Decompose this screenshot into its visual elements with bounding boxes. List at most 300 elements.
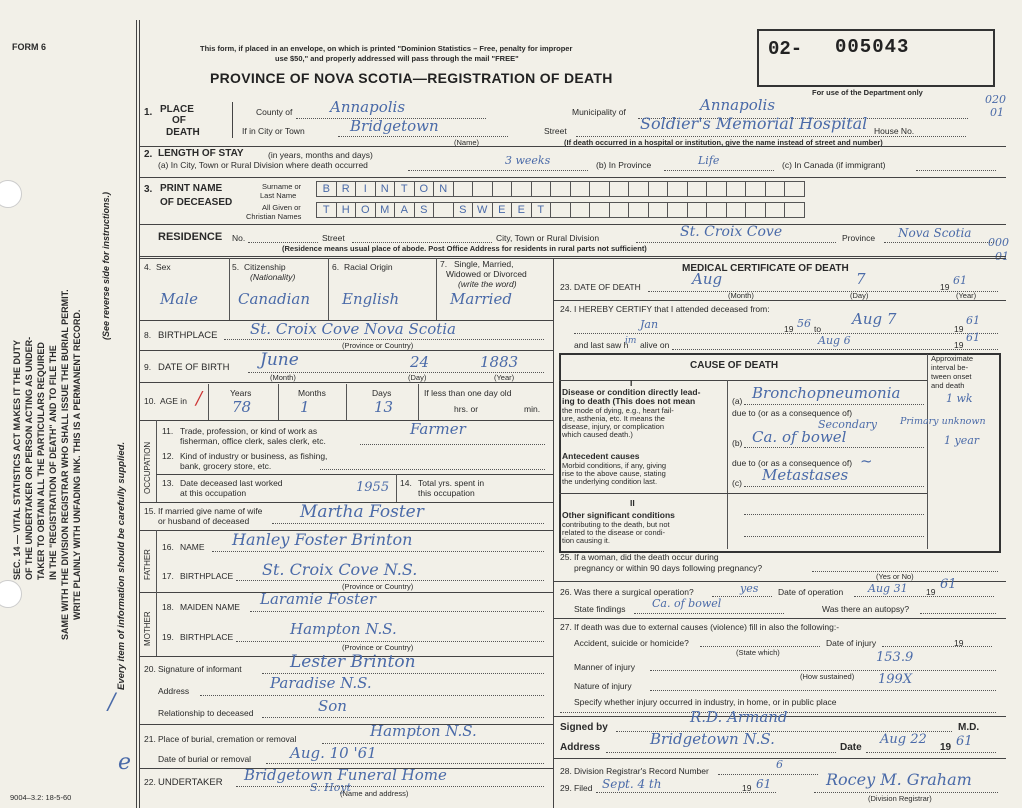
- s2b-label: (b) In Province: [596, 160, 652, 170]
- s5-label-1: Citizenship: [244, 262, 286, 272]
- act-line-6: WRITE PLAINLY WITH UNFADING INK. THIS IS A PERMANENT RECORD.: [72, 309, 82, 620]
- letter-box: [511, 181, 532, 197]
- s24-last-mid: im: [625, 336, 637, 346]
- s15-label-1: If married give name of wife: [158, 506, 263, 516]
- s1-label-2: OF: [172, 115, 186, 126]
- s10-tick: /: [196, 388, 203, 409]
- s27-nature: 199X: [878, 672, 913, 687]
- letter-box: [628, 181, 649, 197]
- residence-no-label: No.: [232, 233, 246, 243]
- municipality-value: Annapolis: [700, 96, 776, 114]
- address-year-prefix: 19: [940, 742, 952, 753]
- letter-box: [648, 202, 669, 218]
- s27-number: 27.: [560, 622, 572, 632]
- s23-number: 23.: [560, 282, 572, 292]
- letter-box: T: [316, 202, 337, 218]
- letter-box: [531, 181, 552, 197]
- s28-label: Division Registrar's Record Number: [574, 766, 709, 776]
- s23-year-caption: (Year): [956, 291, 977, 300]
- ante-2: Morbid conditions, if any, giving: [562, 461, 667, 470]
- letter-box: S: [453, 202, 474, 218]
- interval-3: tween onset: [931, 372, 972, 381]
- other-4: tion causing it.: [562, 536, 610, 545]
- act-line-5: SAME WITH THE DIVISION REGISTRAR WHO SHALL ISSUE THE BURIAL PERMIT.: [60, 289, 70, 640]
- street-label: Street: [544, 126, 567, 136]
- s27-how-caption: (How sustained): [800, 672, 855, 681]
- s8-value: St. Croix Cove Nova Scotia: [250, 320, 456, 338]
- s19-caption: (Province or Country): [342, 643, 414, 652]
- residence-city-value: St. Croix Cove: [680, 224, 783, 240]
- s29-value: Sept. 4 th: [602, 777, 662, 791]
- s16-value: Hanley Foster Brinton: [232, 530, 413, 549]
- s15-value: Martha Foster: [300, 502, 424, 522]
- s17-label: BIRTHPLACE: [180, 571, 234, 581]
- s7-label-1: Single, Married,: [454, 259, 514, 269]
- s21-date-value: Aug. 10 '61: [290, 744, 377, 762]
- signed-value: R.D. Armand: [690, 708, 788, 726]
- s3-number: 3.: [144, 184, 153, 195]
- act-line-3: TAKER TO OBTAIN ALL THE PARTICULARS REQUIRED: [36, 342, 46, 580]
- s27-manner-label: Manner of injury: [574, 662, 635, 672]
- s9-day: 24: [410, 353, 430, 371]
- roman-2: II: [630, 498, 635, 508]
- s2b-value: Life: [698, 154, 720, 167]
- s17-caption: (Province or Country): [342, 582, 414, 591]
- address-label: Address: [560, 742, 601, 753]
- s9-month: June: [260, 350, 299, 370]
- every-item-note: Every item of information should be carefully supplied.: [116, 441, 127, 690]
- street-value: Soldier's Memorial Hospital: [640, 114, 868, 133]
- s17-value: St. Croix Cove N.S.: [262, 560, 418, 579]
- s1-bracket: [232, 102, 233, 138]
- given-label-1: All Given or: [262, 203, 301, 212]
- s15-number: 15.: [144, 506, 156, 516]
- letter-box: [765, 181, 786, 197]
- cause-c-value: Metastases: [762, 466, 849, 484]
- s20-sig-value: Lester Brinton: [290, 652, 416, 672]
- letter-box: [687, 202, 708, 218]
- s27-state-caption: (State which): [736, 648, 780, 657]
- father-side-label: FATHER: [143, 549, 152, 580]
- s7-number: 7.: [440, 259, 448, 269]
- left-frame-line: [136, 20, 137, 808]
- s25-caption: (Yes or No): [876, 572, 914, 581]
- letter-box: M: [375, 202, 396, 218]
- s11-label-2: fisherman, office clerk, sales clerk, etc.: [180, 436, 326, 446]
- s10-years: 78: [232, 398, 252, 416]
- cause-a-value: Bronchopneumonia: [752, 384, 901, 402]
- s17-number: 17.: [162, 571, 174, 581]
- letter-box: I: [355, 181, 376, 197]
- letter-box: [609, 181, 630, 197]
- act-line-2: OF THE UNDERTAKER OR PERSON ACTING AS UNDER-: [24, 336, 34, 580]
- s19-value: Hampton N.S.: [290, 620, 397, 638]
- s2c-label: (c) In Canada (if immigrant): [782, 160, 886, 170]
- s6-label: Racial Origin: [344, 262, 393, 272]
- s2-sub: (in years, months and days): [268, 150, 373, 160]
- s13-label-2: at this occupation: [180, 488, 247, 498]
- s29-registrar-caption: (Division Registrar): [868, 794, 932, 803]
- s21-place-value: Hampton N.S.: [370, 722, 477, 740]
- city-label: If in City or Town: [242, 126, 305, 136]
- s10-number: 10.: [144, 396, 156, 406]
- letter-box: R: [336, 181, 357, 197]
- roman-1: I: [630, 378, 633, 388]
- s22-value: Bridgetown Funeral Home: [244, 766, 447, 784]
- s22-number: 22.: [144, 777, 156, 787]
- letter-box: [433, 202, 454, 218]
- letter-box: [628, 202, 649, 218]
- punch-hole-top: [0, 180, 22, 208]
- s5-number: 5.: [232, 262, 240, 272]
- s8-label: BIRTHPLACE: [158, 330, 218, 341]
- letter-box: [453, 181, 474, 197]
- dept-use-note: For use of the Department only: [812, 88, 923, 97]
- s8-caption: (Province or Country): [342, 341, 414, 350]
- occupation-side-label: OCCUPATION: [143, 441, 152, 494]
- letter-box: [667, 181, 688, 197]
- dept-code-4: 01: [995, 250, 1009, 263]
- direct-5: disease, injury, or complication: [562, 422, 664, 431]
- s9-day-caption: (Day): [408, 373, 427, 382]
- ante-4: the underlying condition last.: [562, 477, 658, 486]
- s23-day: 7: [856, 270, 866, 288]
- letter-box: S: [414, 202, 435, 218]
- s23-day-caption: (Day): [850, 291, 869, 300]
- s29-number: 29.: [560, 783, 572, 793]
- s14-label-1: Total yrs. spent in: [418, 478, 485, 488]
- mother-side-label: MOTHER: [143, 611, 152, 646]
- s1-number: 1.: [144, 107, 153, 118]
- center-divider: [553, 258, 554, 808]
- s24-last-month: Aug 6: [818, 334, 851, 347]
- s13-value: 1955: [356, 480, 390, 495]
- letter-box: [472, 181, 493, 197]
- s10-months-label: Months: [298, 388, 326, 398]
- footer-code: 9004–3.2: 18-5-60: [10, 793, 72, 802]
- dept-code-1: 020: [985, 93, 1006, 106]
- s1-label-3: DEATH: [166, 127, 200, 138]
- s23-label: DATE OF DEATH: [574, 282, 641, 292]
- letter-box: N: [433, 181, 454, 197]
- s4-number: 4.: [144, 262, 152, 272]
- s23-month: Aug: [692, 270, 723, 288]
- s18-number: 18.: [162, 602, 174, 612]
- signed-label: Signed by: [560, 722, 608, 733]
- s27-label: If death was due to external causes (violence) fill in also the following:-: [574, 622, 840, 632]
- s23-year-prefix: 19: [940, 282, 950, 292]
- signed-md: M.D.: [958, 722, 980, 733]
- cause-b-due-value: ~: [860, 452, 873, 470]
- s6-number: 6.: [332, 262, 340, 272]
- s24-to-month: Aug 7: [852, 310, 897, 328]
- s29-year-prefix: 19: [742, 783, 752, 793]
- cause-b-label: (b): [732, 438, 743, 448]
- s12-label-2: bank, grocery store, etc.: [180, 461, 272, 471]
- s22-value-2: S. Hoyt: [310, 781, 351, 794]
- s24-label: I HEREBY CERTIFY that I attended deceased from:: [574, 304, 770, 314]
- direct-4: ure, asthenia, etc. It means the: [562, 414, 665, 423]
- letter-box: W: [472, 202, 493, 218]
- interval-4: and death: [931, 381, 965, 390]
- s4-value: Male: [160, 290, 198, 308]
- s16-number: 16.: [162, 542, 174, 552]
- s2-number: 2.: [144, 149, 153, 160]
- s26-date: Aug 31: [868, 582, 908, 595]
- cause-c-label: (c): [732, 478, 742, 488]
- s23-month-caption: (Month): [728, 291, 754, 300]
- letter-box: O: [355, 202, 376, 218]
- s20-addr-label: Address: [158, 686, 190, 696]
- letter-box: [589, 202, 610, 218]
- s24-last-label: and last saw h: [574, 340, 629, 350]
- interval-1: Approximate: [931, 354, 974, 363]
- form-number: FORM 6: [12, 42, 47, 52]
- residence-province-value: Nova Scotia: [898, 226, 972, 240]
- letter-box: [589, 181, 610, 197]
- letter-box: [784, 181, 805, 197]
- s16-label: NAME: [180, 542, 205, 552]
- s22-caption: (Name and address): [340, 789, 409, 798]
- letter-box: T: [531, 202, 552, 218]
- s10-hrs: hrs. or: [454, 404, 479, 414]
- other-2: contributing to the death, but not: [562, 520, 670, 529]
- s24-to-year: 61: [966, 314, 980, 327]
- s27-year-prefix: 19: [954, 638, 964, 648]
- s9-month-caption: (Month): [270, 373, 296, 382]
- s29-year: 61: [756, 777, 772, 791]
- letter-box: [648, 181, 669, 197]
- letter-box: [570, 181, 591, 197]
- s24-to-19: 19: [954, 324, 964, 334]
- other-1: Other significant conditions: [562, 510, 675, 520]
- s26-autopsy-label: Was there an autopsy?: [822, 604, 910, 614]
- s26-findings: Ca. of bowel: [652, 597, 722, 610]
- letter-box: [570, 202, 591, 218]
- s24-last-year: 61: [966, 331, 980, 344]
- s27-date-label: Date of injury: [826, 638, 877, 648]
- s26-year-prefix: 19: [926, 587, 936, 597]
- s25-label-1: If a woman, did the death occur during: [574, 552, 719, 562]
- s22-label: UNDERTAKER: [158, 777, 223, 788]
- s10-years-label: Years: [230, 388, 252, 398]
- registration-number: 005043: [835, 36, 910, 58]
- s10-label: AGE in: [160, 396, 187, 406]
- envelope-note-1: This form, if placed in an envelope, on which is printed "Dominion Statistics – Free, penalty for improper: [200, 44, 573, 53]
- punch-hole-bottom: [0, 580, 22, 608]
- s24-last-19: 19: [954, 340, 964, 350]
- letter-box: O: [414, 181, 435, 197]
- s9-label: DATE OF BIRTH: [158, 362, 230, 373]
- s4-label: Sex: [156, 262, 171, 272]
- s3-label-2: OF DECEASED: [160, 197, 233, 208]
- ante-1: Antecedent causes: [562, 451, 640, 461]
- s14-number: 14.: [400, 478, 412, 488]
- direct-6: which caused death.): [562, 430, 633, 439]
- letter-box: [492, 181, 513, 197]
- form-title: PROVINCE OF NOVA SCOTIA—REGISTRATION OF DEATH: [210, 70, 613, 86]
- s2-label: LENGTH OF STAY: [158, 148, 244, 159]
- s11-value: Farmer: [410, 420, 466, 438]
- cause-b-interval: 1 year: [944, 434, 980, 447]
- s2a-label: (a) In City, Town or Rural Division where death occurred: [158, 160, 368, 170]
- letter-box: [550, 202, 571, 218]
- see-reverse-note: (See reverse side for instructions.): [101, 191, 111, 340]
- s20-rel-value: Son: [318, 697, 347, 715]
- s10-lt-day: If less than one day old: [424, 388, 512, 398]
- registration-prefix: 02-: [768, 38, 803, 60]
- interval-2: interval be-: [931, 363, 969, 372]
- s29-registrar: Rocey M. Graham: [826, 770, 972, 789]
- letter-box: [726, 202, 747, 218]
- letter-box: E: [492, 202, 513, 218]
- municipality-label: Municipality of: [572, 107, 626, 117]
- cause-a-due: due to (or as a consequence of): [732, 408, 853, 418]
- letter-box: [550, 181, 571, 197]
- hospital-note: (If death occurred in a hospital or institution, give the name instead of street and number): [564, 138, 883, 147]
- s6-value: English: [342, 290, 400, 308]
- s27-manner: 153.9: [876, 650, 914, 665]
- letter-box: [726, 181, 747, 197]
- county-label: County of: [256, 107, 293, 117]
- s28-value: 6: [776, 758, 783, 771]
- s19-label: BIRTHPLACE: [180, 632, 234, 642]
- s11-label-1: Trade, profession, or kind of work as: [180, 426, 318, 436]
- s1-label-1: PLACE: [160, 104, 194, 115]
- address-year: 61: [956, 734, 973, 749]
- act-line-1: SEC. 14 — VITAL STATISTICS ACT MAKES IT THE DUTY: [12, 339, 22, 580]
- cause-b-value: Ca. of bowel: [752, 428, 847, 446]
- s7-label-3: (write the word): [458, 279, 517, 289]
- s20-rel-label: Relationship to deceased: [158, 708, 254, 718]
- s29-label: Filed: [574, 783, 593, 793]
- direct-2: ing to death (This does not mean: [562, 396, 696, 406]
- residence-city-label: City, Town or Rural Division: [496, 233, 600, 243]
- other-3: related to the disease or condi-: [562, 528, 665, 537]
- s9-number: 9.: [144, 362, 152, 372]
- surname-label-1: Surname or: [262, 182, 302, 191]
- s14-label-2: this occupation: [418, 488, 475, 498]
- s20-sig-label: Signature of informant: [158, 664, 242, 674]
- s2a-value: 3 weeks: [505, 154, 551, 167]
- s10-min: min.: [524, 404, 541, 414]
- surname-label-2: Last Name: [260, 191, 297, 200]
- letter-box: [609, 202, 630, 218]
- letter-box: [745, 202, 766, 218]
- s27-acc-label: Accident, suicide or homicide?: [574, 638, 689, 648]
- s24-from-month: Jan: [640, 318, 659, 331]
- s26-findings-label: State findings: [574, 604, 626, 614]
- county-value: Annapolis: [330, 98, 406, 116]
- ante-3: rise to the above cause, stating: [562, 469, 666, 478]
- s10-days: 13: [374, 398, 394, 416]
- cause-b-due: due to (or as a consequence of): [732, 458, 853, 468]
- address-date: Aug 22: [880, 732, 927, 747]
- s18-label: MAIDEN NAME: [180, 602, 240, 612]
- dept-code-2: 01: [990, 106, 1004, 119]
- s5-label-2: (Nationality): [250, 272, 296, 282]
- s24-last-tail: alive on: [640, 340, 670, 350]
- letter-box: [706, 202, 727, 218]
- residence-street-label: Street: [322, 233, 345, 243]
- envelope-note-2: use $50," and properly addressed will pass through the mail "FREE": [275, 54, 519, 63]
- s24-to-label: to: [814, 324, 822, 334]
- letter-box: [667, 202, 688, 218]
- address-value: Bridgetown N.S.: [650, 730, 775, 748]
- name-caption: (Name): [454, 138, 480, 147]
- s26-label: Was there a surgical operation?: [574, 587, 694, 597]
- s25-label-2: pregnancy or within 90 days following pregnancy?: [574, 563, 763, 573]
- letter-box: [784, 202, 805, 218]
- s3-label-1: PRINT NAME: [160, 183, 223, 194]
- s25-number: 25.: [560, 552, 572, 562]
- s26-number: 26.: [560, 587, 572, 597]
- letter-box: H: [336, 202, 357, 218]
- s12-number: 12.: [162, 451, 174, 461]
- s13-number: 13.: [162, 478, 174, 488]
- cause-a-interval: 1 wk: [946, 392, 973, 405]
- s9-year-caption: (Year): [494, 373, 515, 382]
- direct-1: Disease or condition directly lead-: [562, 387, 701, 397]
- s27-nature-label: Nature of injury: [574, 681, 632, 691]
- s23-year: 61: [953, 274, 967, 287]
- s20-number: 20.: [144, 664, 156, 674]
- dept-code-3: 000: [988, 236, 1009, 249]
- given-label-2: Christian Names: [246, 212, 302, 221]
- letter-box: B: [316, 181, 337, 197]
- s21-place-label: Place of burial, cremation or removal: [158, 734, 297, 744]
- s26-value: yes: [740, 582, 759, 595]
- residence-province-label: Province: [842, 233, 876, 243]
- s5-value: Canadian: [238, 290, 311, 308]
- s10-days-label: Days: [372, 388, 392, 398]
- margin-initial-mark: e: [118, 750, 132, 775]
- cause-b-top: Secondary: [818, 418, 877, 431]
- s21-number: 21.: [144, 734, 156, 744]
- s26-date-label: Date of operation: [778, 587, 844, 597]
- s21-date-label: Date of burial or removal: [158, 754, 252, 764]
- letter-box: [706, 181, 727, 197]
- letter-box: T: [394, 181, 415, 197]
- s24-from-year: 56: [797, 317, 811, 330]
- s12-label-1: Kind of industry or business, as fishing,: [180, 451, 328, 461]
- letter-box: A: [394, 202, 415, 218]
- house-label: House No.: [874, 126, 915, 136]
- letter-box: [765, 202, 786, 218]
- residence-note: (Residence means usual place of abode. Post Office Address for residents in rural parts not sufficient): [282, 244, 647, 253]
- s24-from-19: 19: [784, 324, 794, 334]
- s7-value: Married: [450, 290, 512, 308]
- s13-label-1: Date deceased last worked: [180, 478, 283, 488]
- act-line-4: IN THE "REGISTRATION OF DEATH" AND TO FILE THE: [48, 345, 58, 580]
- cause-header: CAUSE OF DEATH: [690, 360, 779, 371]
- cause-b-extra: Primary unknown: [900, 416, 986, 427]
- left-frame-line-inner: [139, 20, 140, 808]
- s18-value: Laramie Foster: [260, 590, 377, 608]
- s26-year: 61: [940, 577, 957, 592]
- s20-addr-value: Paradise N.S.: [270, 674, 372, 692]
- letter-box: [687, 181, 708, 197]
- cause-a-label: (a): [732, 396, 743, 406]
- s7-label-2: Widowed or Divorced: [446, 269, 527, 279]
- letter-box: [745, 181, 766, 197]
- s24-number: 24.: [560, 304, 572, 314]
- s28-number: 28.: [560, 766, 572, 776]
- address-date-label: Date: [840, 742, 862, 753]
- s9-year: 1883: [480, 353, 519, 371]
- medical-header: MEDICAL CERTIFICATE OF DEATH: [682, 263, 849, 274]
- s11-number: 11.: [162, 426, 174, 436]
